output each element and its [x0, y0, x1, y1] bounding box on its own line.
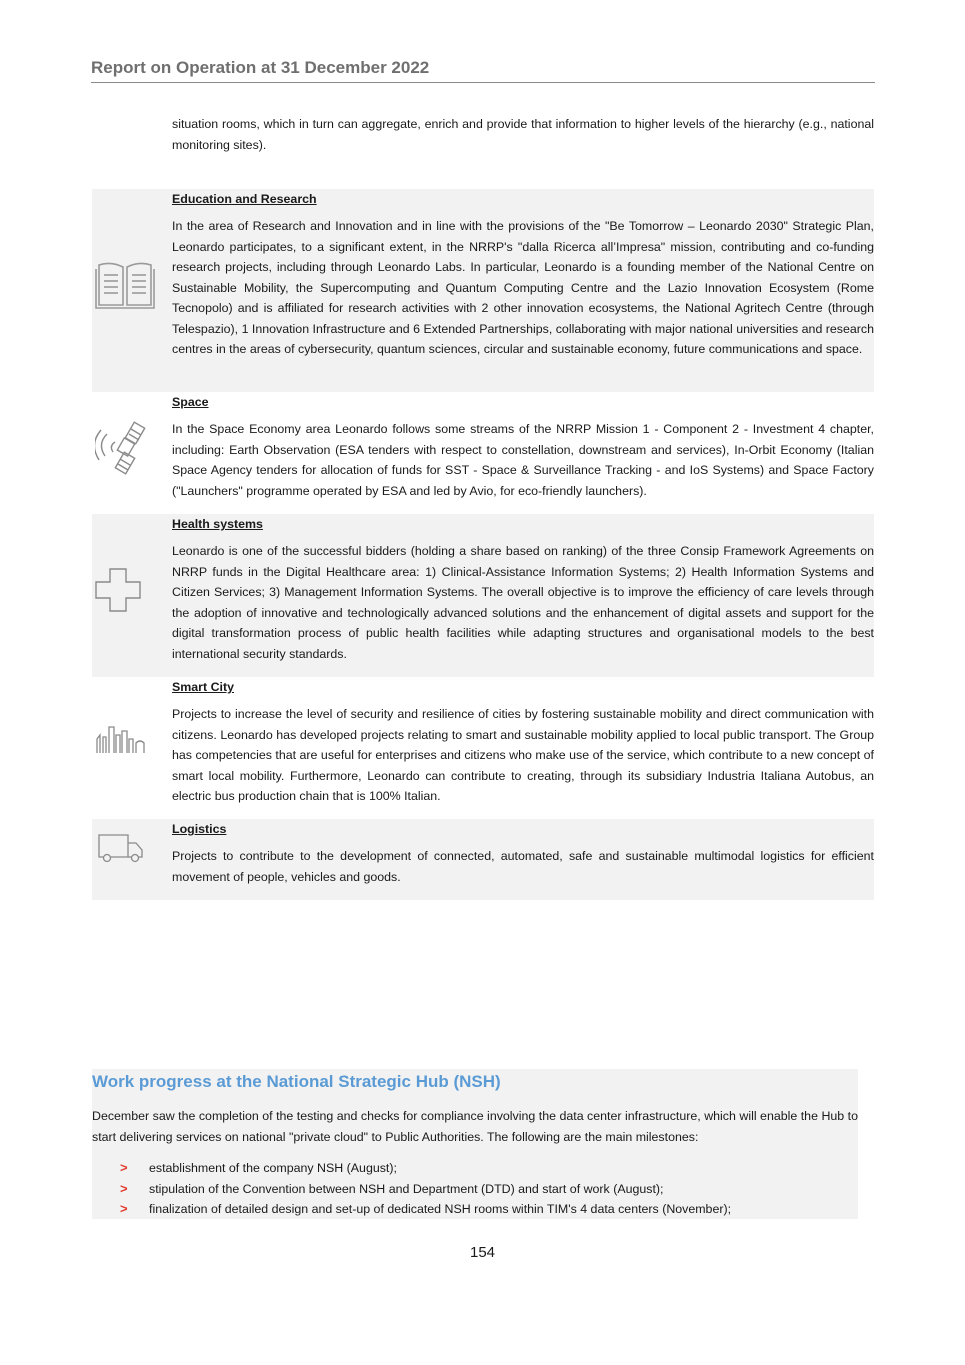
- list-item: > establishment of the company NSH (August);: [92, 1158, 858, 1179]
- section-education-research: [92, 189, 874, 392]
- nsh-paragraph: December saw the completion of the testing and checks for compliance involving the data center infrastructure, which will enable the Hub to start delivering services on national "private cloud" to Public Authorities. The following are the main milestones:: [92, 1109, 858, 1144]
- section-logistics: [92, 819, 874, 900]
- chevron-right-icon: >: [120, 1180, 128, 1196]
- chevron-right-icon: >: [120, 1160, 128, 1175]
- section-text: Projects to contribute to the development of connected, automated, safe and sustainable multimodal logistics for efficient movement of people, vehicles and goods.: [172, 849, 874, 884]
- section-smart-city: [92, 677, 874, 819]
- section-title: Health systems: [172, 517, 263, 531]
- section-title: Education and Research: [172, 192, 317, 206]
- city-skyline-icon: [96, 725, 146, 755]
- section-title: Logistics: [172, 822, 227, 836]
- page-header-title: Report on Operation at 31 December 2022: [91, 58, 875, 83]
- section-title: Smart City: [172, 680, 234, 694]
- nsh-section: [92, 1069, 858, 1219]
- section-text: Leonardo is one of the successful bidders (holding a share based on ranking) of the three Consip Framework Agreements on NRRP funds in the Digital Healthcare area: 1) Clinical-Assistance Information Systems; 2) Health Information Systems and Citizen Services; 3) Management Information Systems. The overall objective is to improve the efficiency of care levels through the adoption of innovative and technologically advanced solutions and the enhancement of digital assets and support for the digital transformation process of public health facilities while adapting structures and organisational models to the best international security standards.: [172, 544, 874, 661]
- section-space: [92, 392, 874, 514]
- book-icon: [95, 259, 155, 311]
- satellite-icon: [95, 420, 147, 476]
- list-item: > finalization of detailed design and set-up of dedicated NSH rooms within TIM's 4 data centers (November);: [92, 1199, 858, 1220]
- intro-paragraph: situation rooms, which in turn can aggregate, enrich and provide that information to higher levels of the hierarchy (e.g., national monitoring sites).: [172, 117, 874, 152]
- section-text: Projects to increase the level of security and resilience of cities by fostering sustainable mobility and direct communication with citizens. Leonardo has developed projects relating to smart and sustainable mobility applied to local public transport. The Group has competencies that are useful for enterprises and citizens who make use of the service, which contribute to a new concept of smart local mobility. Furthermore, Leonardo can contribute to creating, through its subsidiary Industria Italiana Autobus, an electric bus production chain that is 100% Italian.: [172, 707, 874, 803]
- chevron-right-icon: >: [120, 1201, 128, 1216]
- nsh-heading: Work progress at the National Strategic Hub (NSH): [92, 1072, 501, 1091]
- section-title: Space: [172, 395, 209, 409]
- section-health-systems: [92, 514, 874, 677]
- section-text: In the area of Research and Innovation and in line with the provisions of the "Be Tomorrow – Leonardo 2030" Strategic Plan, Leonardo participates, to a significant extent, in the NRRP's "dalla Ricerca all’Impresa" mission, contributing and co-funding research projects, including through Leonardo Labs. In particular, Leonardo is a founding member of the National Centre on Sustainable Mobility, the Supercomputing and Quantum Computing Centre and the Lazio Innovation Ecosystem (Rome Tecnopolo) and is affiliated for research activities with 2 other innovation ecosystems, the National Agritech Centre (through Telespazio), 1 Innovation Infrastructure and 6 Extended Partnerships, collaborating with major national universities and research centres in the areas of cybersecurity, quantum sciences, circular and sustainable economy, future communications and space.: [172, 219, 874, 356]
- page-number: 154: [469, 1244, 496, 1261]
- milestone-list: [92, 1158, 858, 1220]
- truck-icon: [98, 833, 144, 865]
- section-text: In the Space Economy area Leonardo follows some streams of the NRRP Mission 1 - Component 2 - Investment 4 chapter, including: Earth Observation (ESA tenders with respect to constellation, downstream and services), In-Orbit Economy (Italian Space Agency tenders for allocation of funds for SST - Space & Surveillance Tracking - and IoS Systems) and Space Factory ("Launchers" programme operated by ESA and led by Avio, for eco-friendly launchers).: [172, 422, 874, 498]
- medical-cross-icon: [95, 568, 141, 612]
- list-item: > stipulation of the Convention between NSH and Department (DTD) and start of work (August);: [92, 1179, 858, 1200]
